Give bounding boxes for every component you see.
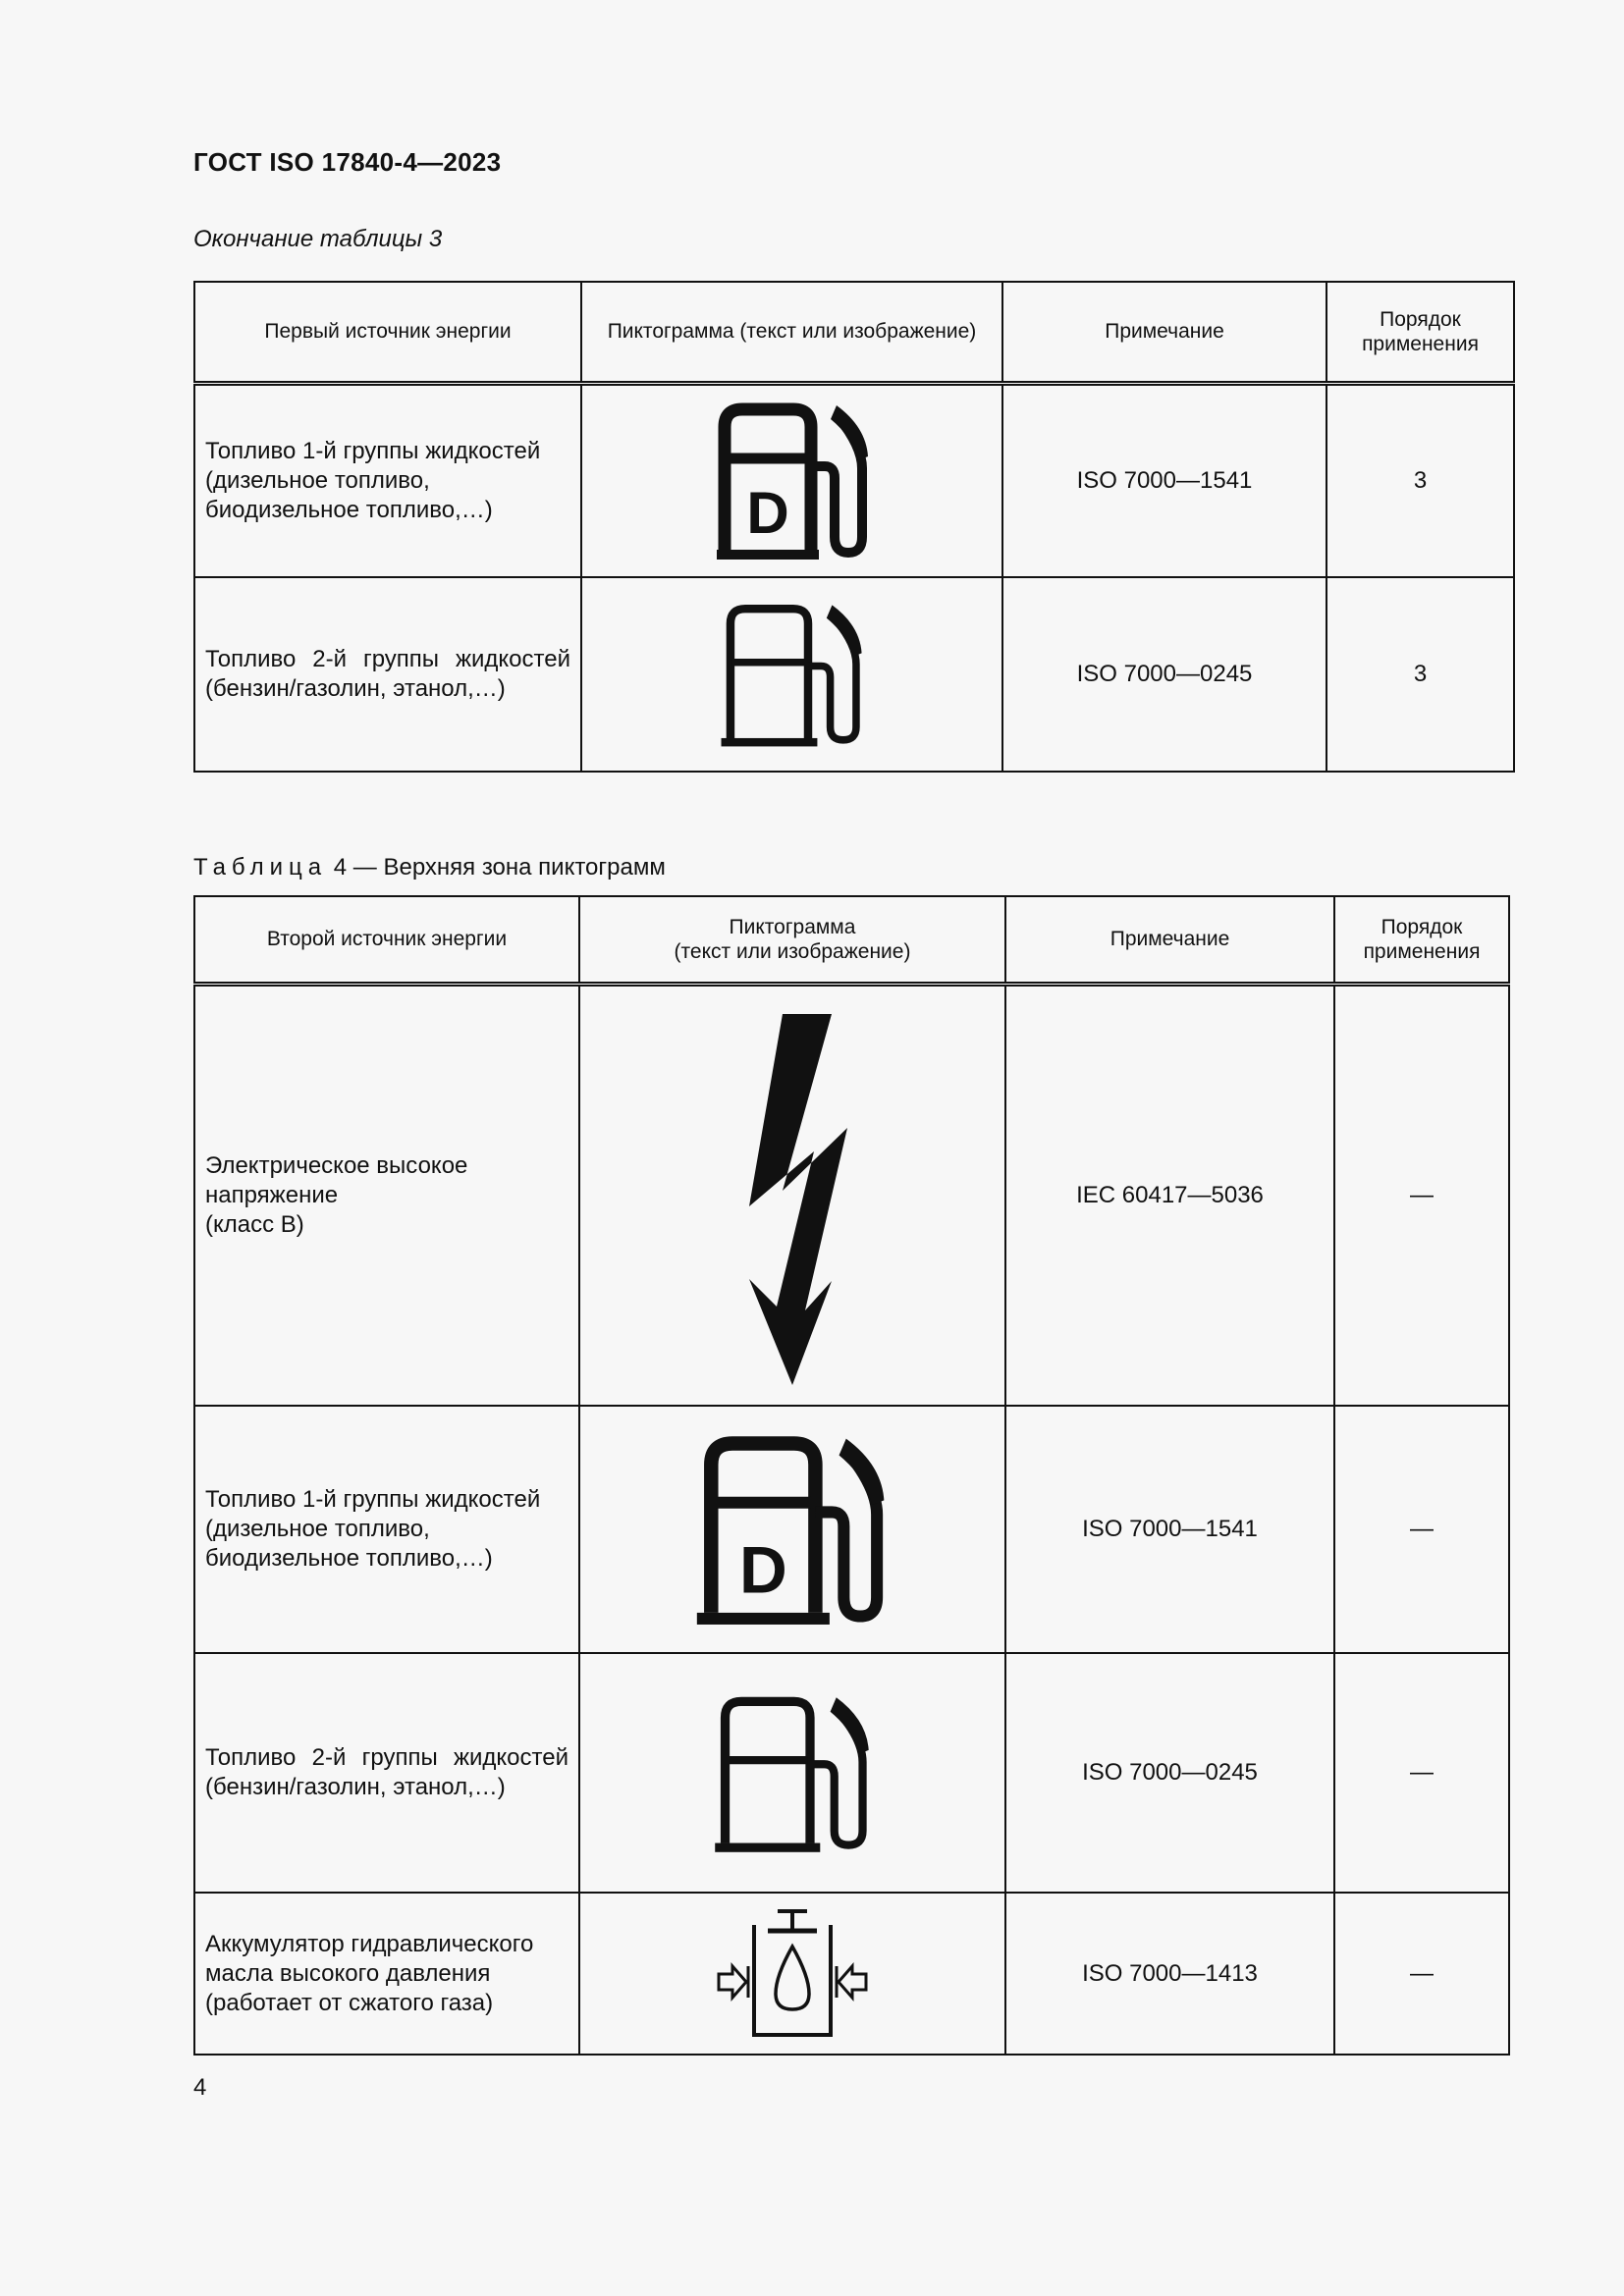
pictogram-cell bbox=[579, 1653, 1005, 1893]
order-cell: — bbox=[1334, 984, 1509, 1406]
table-row bbox=[194, 577, 1514, 772]
document-title: ГОСТ ISO 17840-4—2023 bbox=[193, 147, 502, 177]
svg-text:D: D bbox=[745, 479, 789, 546]
pictogram-cell bbox=[579, 984, 1005, 1406]
order-cell: 3 bbox=[1326, 577, 1514, 772]
high-voltage-lightning-icon bbox=[714, 1004, 871, 1387]
table3-col-pictogram: Пиктограмма (текст или изображение) bbox=[581, 282, 1002, 383]
note-cell: ISO 7000—1413 bbox=[1005, 1893, 1334, 2055]
pictogram-cell bbox=[581, 577, 1002, 772]
pictogram-cell bbox=[581, 383, 1002, 577]
energy-source-cell: Топливо 1-й группы жидкостей (дизельное топливо, биодизельное топливо,…) bbox=[194, 1406, 579, 1653]
note-cell: IEC 60417—5036 bbox=[1005, 984, 1334, 1406]
table-row bbox=[194, 383, 1514, 577]
note-cell: ISO 7000—0245 bbox=[1005, 1653, 1334, 1893]
table-row bbox=[194, 984, 1509, 1406]
svg-text:D: D bbox=[738, 1532, 787, 1607]
table4-col-source: Второй источник энергии bbox=[194, 896, 579, 984]
table3-col-note: Примечание bbox=[1002, 282, 1326, 383]
table4-col-pictogram: Пиктограмма (текст или изображение) bbox=[579, 896, 1005, 984]
table4-col-note: Примечание bbox=[1005, 896, 1334, 984]
fuel-pump-icon bbox=[714, 591, 871, 758]
energy-source-cell: Электрическое высокое напряжение (класс B) bbox=[194, 984, 579, 1406]
fuel-pump-icon bbox=[707, 1687, 879, 1859]
table4 bbox=[193, 895, 1510, 2056]
table-row bbox=[194, 1893, 1509, 2055]
order-cell: — bbox=[1334, 1406, 1509, 1653]
table3-col-order: Порядок применения bbox=[1326, 282, 1514, 383]
energy-source-cell: Топливо 1-й группы жидкостей (дизельное топливо, биодизельное топливо,…) bbox=[194, 383, 581, 577]
hydraulic-accumulator-icon bbox=[709, 1905, 876, 2043]
energy-source-cell: Топливо 2-й группы жидкостей (бензин/газолин, этанол,…) bbox=[194, 577, 581, 772]
energy-source-cell: Топливо 2-й группы жидкостей (бензин/газолин, этанол,…) bbox=[194, 1653, 579, 1893]
note-cell: ISO 7000—0245 bbox=[1002, 577, 1326, 772]
diesel-fuel-pump-icon bbox=[709, 398, 876, 564]
pictogram-cell bbox=[579, 1893, 1005, 2055]
order-cell: — bbox=[1334, 1893, 1509, 2055]
table-row bbox=[194, 1406, 1509, 1653]
table4-header-row bbox=[194, 896, 1509, 984]
table3-caption: Окончание таблицы 3 bbox=[193, 226, 443, 252]
table3-header-row bbox=[194, 282, 1514, 383]
order-cell: — bbox=[1334, 1653, 1509, 1893]
note-cell: ISO 7000—1541 bbox=[1002, 383, 1326, 577]
energy-source-cell: Аккумулятор гидравлического масла высокого давления (работает от сжатого газа) bbox=[194, 1893, 579, 2055]
diesel-fuel-pump-icon bbox=[692, 1429, 893, 1630]
table4-col-order: Порядок применения bbox=[1334, 896, 1509, 984]
page-number: 4 bbox=[193, 2074, 207, 2101]
pictogram-cell bbox=[579, 1406, 1005, 1653]
table3 bbox=[193, 281, 1515, 773]
table-row bbox=[194, 1653, 1509, 1893]
table3-col-source: Первый источник энергии bbox=[194, 282, 581, 383]
order-cell: 3 bbox=[1326, 383, 1514, 577]
note-cell: ISO 7000—1541 bbox=[1005, 1406, 1334, 1653]
table4-caption: Таблица 4 — Верхняя зона пиктограмм bbox=[193, 854, 666, 881]
